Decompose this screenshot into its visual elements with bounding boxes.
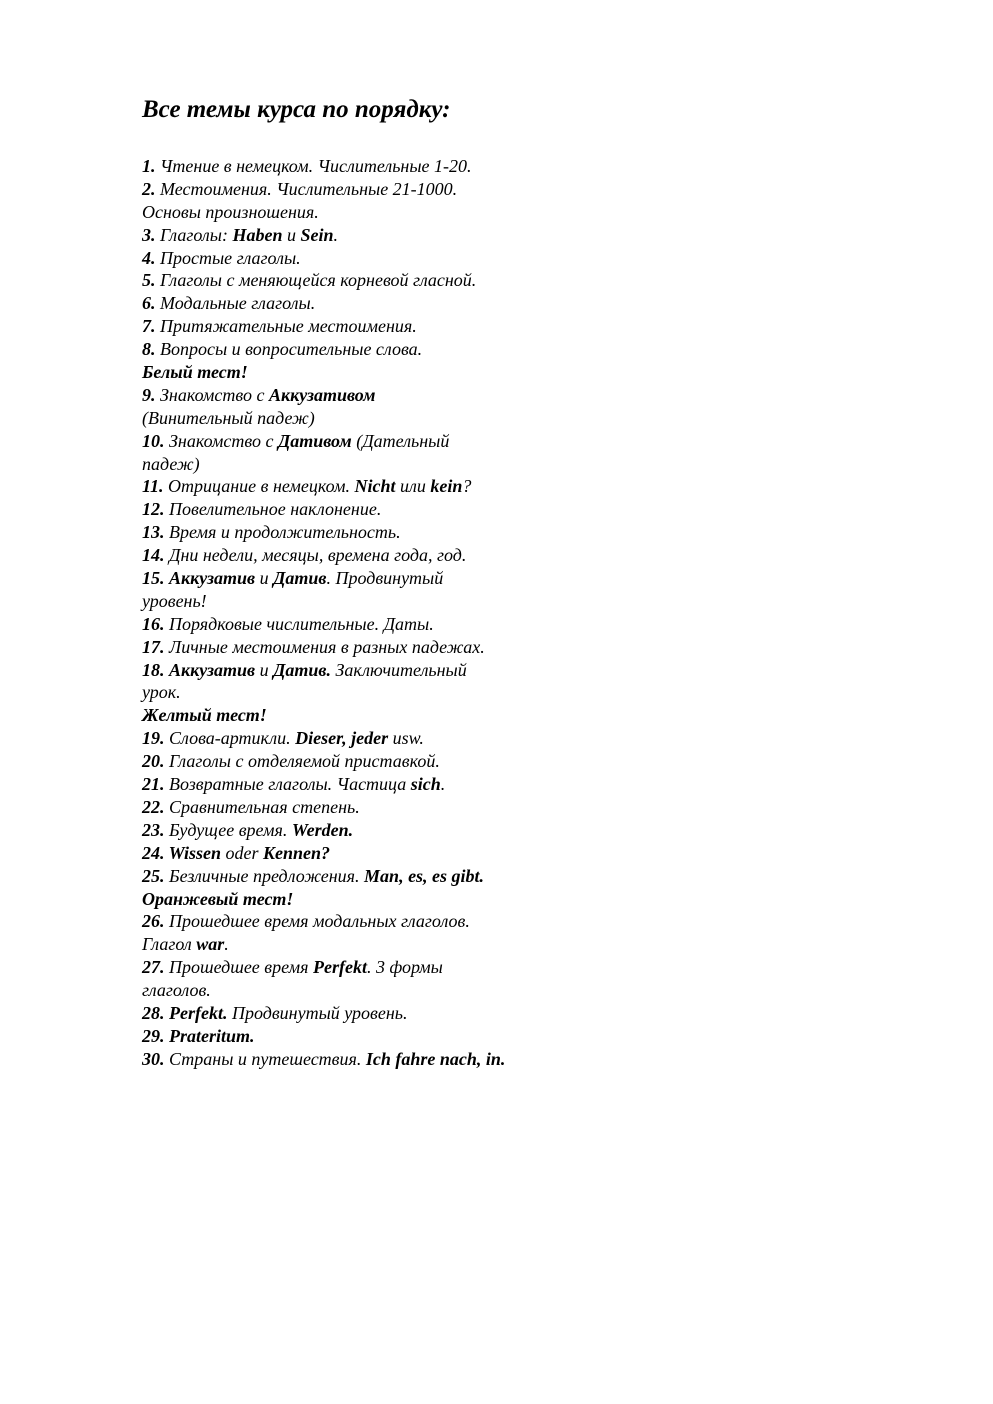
topic-line xyxy=(142,979,582,1002)
bold-text: 5. xyxy=(142,270,156,291)
topic-line xyxy=(142,384,582,407)
bold-text: 8. xyxy=(142,339,156,360)
topic-line xyxy=(142,544,582,567)
bold-text: Perfekt xyxy=(313,957,367,978)
bold-text: 18. xyxy=(142,659,165,680)
text-segment: . xyxy=(224,934,229,955)
topic-line xyxy=(142,956,582,979)
text-segment: ? xyxy=(462,476,472,497)
text-segment: Вопросы и вопросительные слова. xyxy=(155,339,423,360)
bold-text: 28. Perfekt. xyxy=(142,1002,228,1023)
bold-text: 15. xyxy=(142,568,165,589)
text-segment: падеж) xyxy=(142,453,200,474)
topic-line xyxy=(142,773,582,796)
bold-text: 24. Wissen xyxy=(142,842,222,863)
topic-line xyxy=(142,269,582,292)
text-segment: и xyxy=(255,568,274,589)
text-segment: Знакомство с xyxy=(164,430,278,451)
topic-line xyxy=(142,888,582,911)
bold-text: 6. xyxy=(142,293,156,314)
topic-line xyxy=(142,521,582,544)
bold-text: 7. xyxy=(142,316,156,337)
topic-line xyxy=(142,750,582,773)
text-segment: . 3 формы xyxy=(367,957,443,978)
bold-text: 11. xyxy=(142,476,164,497)
text-segment: Простые глаголы. xyxy=(155,247,301,268)
page-title: Все темы курса по порядку: xyxy=(142,96,451,123)
bold-text: Ich fahre nach, in. xyxy=(365,1048,506,1069)
topic-line xyxy=(142,1048,582,1071)
text-segment: Порядковые числительные. Даты. xyxy=(164,613,434,634)
text-segment: Слова-артикли. xyxy=(164,728,296,749)
text-segment: Глаголы с отделяемой приставкой. xyxy=(164,751,440,772)
text-segment: Прошедшее время модальных глаголов. xyxy=(164,911,470,932)
text-segment: Заключительный xyxy=(330,659,467,680)
bold-text: 29. Prateritum. xyxy=(142,1025,255,1046)
topic-line xyxy=(142,865,582,888)
topic-line xyxy=(142,681,582,704)
bold-text: Датив xyxy=(273,568,327,589)
topic-line xyxy=(142,704,582,727)
topic-line xyxy=(142,727,582,750)
bold-text: 23. xyxy=(142,819,165,840)
bold-text: Белый тест! xyxy=(142,362,248,383)
bold-text: 9. xyxy=(142,384,156,405)
topic-line xyxy=(142,659,582,682)
bold-text: 1. xyxy=(142,156,156,176)
bold-text: war xyxy=(196,934,225,955)
topic-list xyxy=(142,155,582,1071)
topic-line xyxy=(142,910,582,933)
bold-text: Датив. xyxy=(273,659,331,680)
topic-line xyxy=(142,178,582,201)
text-segment: Местоимения. Числительные 21-1000. xyxy=(155,178,458,199)
bold-text: 17. xyxy=(142,636,165,657)
bold-text: Haben xyxy=(232,224,283,245)
topic-line xyxy=(142,430,582,453)
text-segment: Время и продолжительность. xyxy=(164,522,401,543)
text-segment: Безличные предложения. xyxy=(164,865,365,886)
text-segment: Продвинутый уровень. xyxy=(227,1002,408,1023)
text-segment: глаголов. xyxy=(142,980,211,1001)
text-segment: usw. xyxy=(388,728,424,749)
bold-text: Nicht xyxy=(354,476,396,497)
topic-line xyxy=(142,842,582,865)
bold-text: 13. xyxy=(142,522,165,543)
topic-line xyxy=(142,292,582,315)
text-segment: Повелительное наклонение. xyxy=(164,499,382,520)
topic-line xyxy=(142,1002,582,1025)
bold-text: 20. xyxy=(142,751,165,772)
topic-line xyxy=(142,453,582,476)
topic-line xyxy=(142,498,582,521)
text-segment: Личные местоимения в разных падежах. xyxy=(164,636,485,657)
text-segment: Дни недели, месяцы, времена года, год. xyxy=(164,545,467,566)
text-segment: и xyxy=(282,224,301,245)
topic-line xyxy=(142,796,582,819)
bold-text: Аккузатив xyxy=(169,568,256,589)
topic-line xyxy=(142,819,582,842)
text-segment: Глаголы: xyxy=(155,224,233,245)
text-segment: и xyxy=(255,659,274,680)
topic-line xyxy=(142,933,582,956)
text-segment: Сравнительная степень. xyxy=(164,796,360,817)
text-segment: Чтение в немецком. Числительные 1-20. xyxy=(155,156,472,176)
topic-line xyxy=(142,636,582,659)
bold-text: 4. xyxy=(142,247,156,268)
bold-text: Kennen? xyxy=(263,842,331,863)
text-segment: Прошедшее время xyxy=(164,957,314,978)
topic-line xyxy=(142,1025,582,1048)
bold-text: Дативом xyxy=(277,430,352,451)
text-segment: Возвратные глаголы. Частица xyxy=(164,774,411,795)
bold-text: 12. xyxy=(142,499,165,520)
bold-text: 19. xyxy=(142,728,165,749)
topic-line xyxy=(142,155,582,178)
text-segment: Страны и путешествия. xyxy=(164,1048,366,1069)
bold-text: 14. xyxy=(142,545,165,566)
bold-text: 30. xyxy=(142,1048,165,1069)
bold-text: 25. xyxy=(142,865,165,886)
text-segment: Отрицание в немецком. xyxy=(163,476,355,497)
text-segment: уровень! xyxy=(142,590,207,611)
bold-text: 21. xyxy=(142,774,165,795)
text-segment: (Дательный xyxy=(351,430,450,451)
text-segment: . xyxy=(333,224,338,245)
topic-line xyxy=(142,590,582,613)
text-segment: oder xyxy=(221,842,264,863)
text-segment: Будущее время. xyxy=(164,819,292,840)
bold-text: kein xyxy=(430,476,463,497)
bold-text: Аккузатив xyxy=(169,659,256,680)
topic-line xyxy=(142,338,582,361)
text-segment: Знакомство с xyxy=(155,384,269,405)
bold-text: 26. xyxy=(142,911,165,932)
bold-text: Оранжевый тест! xyxy=(142,888,294,909)
bold-text: sich xyxy=(410,774,441,795)
text-segment: Модальные глаголы. xyxy=(155,293,316,314)
bold-text: Werden. xyxy=(291,819,354,840)
text-segment: . xyxy=(440,774,446,795)
text-segment: Основы произношения. xyxy=(142,201,319,222)
bold-text: Аккузативом xyxy=(268,384,376,405)
bold-text: Sein xyxy=(300,224,334,245)
topic-line xyxy=(142,361,582,384)
topic-line xyxy=(142,201,582,224)
bold-text: Man, es, es gibt. xyxy=(364,865,485,886)
text-segment: Притяжательные местоимения. xyxy=(155,316,417,337)
bold-text: 3. xyxy=(142,224,156,245)
text-segment: . Продвинутый xyxy=(326,568,444,589)
text-segment: (Винительный падеж) xyxy=(142,407,315,428)
bold-text: 27. xyxy=(142,957,165,978)
topic-line xyxy=(142,315,582,338)
topic-line xyxy=(142,247,582,270)
text-segment: урок. xyxy=(142,682,181,703)
topic-line xyxy=(142,407,582,430)
bold-text: 2. xyxy=(142,178,156,199)
topic-line xyxy=(142,224,582,247)
bold-text: 22. xyxy=(142,796,165,817)
text-segment: Глагол xyxy=(142,934,197,955)
topic-line xyxy=(142,475,582,498)
topic-line xyxy=(142,567,582,590)
bold-text: Желтый тест! xyxy=(142,705,267,726)
bold-text: 16. xyxy=(142,613,165,634)
bold-text: Dieser, jeder xyxy=(295,728,389,749)
bold-text: 10. xyxy=(142,430,165,451)
topic-line xyxy=(142,613,582,636)
text-segment: или xyxy=(395,476,431,497)
text-segment: Глаголы с меняющейся корневой гласной. xyxy=(155,270,477,291)
